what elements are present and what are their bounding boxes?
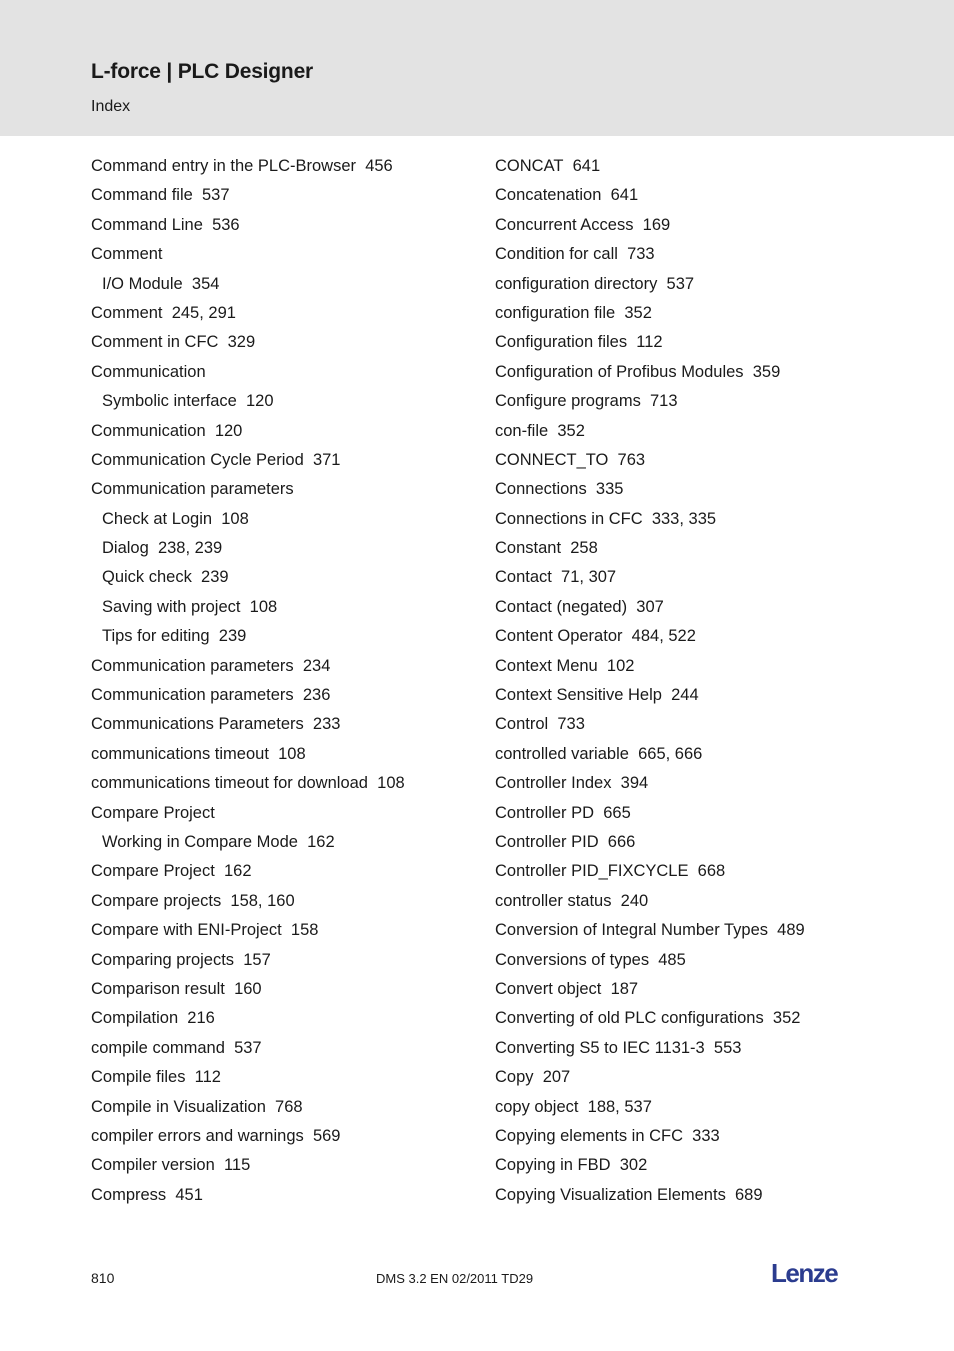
index-entry bbox=[91, 887, 481, 916]
index-entry bbox=[495, 652, 915, 681]
index-entry bbox=[495, 1034, 915, 1063]
index-page-ref[interactable]: 188, 537 bbox=[587, 1097, 652, 1116]
index-term: Compilation bbox=[91, 1009, 179, 1028]
index-term: Communication Cycle Period bbox=[91, 450, 304, 469]
index-term: Connections in CFC bbox=[495, 509, 643, 528]
index-term: Command entry in the PLC-Browser bbox=[91, 157, 357, 175]
index-page-ref[interactable]: 394 bbox=[620, 774, 649, 793]
index-entry bbox=[495, 387, 915, 416]
index-page-ref[interactable]: 236 bbox=[302, 686, 331, 705]
index-term: controlled variable bbox=[495, 744, 629, 763]
index-page-ref[interactable]: 763 bbox=[617, 450, 646, 469]
index-page-ref[interactable]: 354 bbox=[191, 274, 220, 293]
index-page-ref[interactable]: 333 bbox=[692, 1126, 720, 1145]
index-subentry bbox=[91, 387, 481, 416]
index-entry bbox=[91, 152, 481, 181]
index-term: Compare Project bbox=[91, 803, 215, 822]
index-entry bbox=[495, 1122, 915, 1151]
index-page-ref[interactable]: 352 bbox=[624, 303, 652, 322]
index-page-ref[interactable]: 489 bbox=[777, 921, 805, 940]
document-reference: DMS 3.2 EN 02/2011 TD29 bbox=[376, 1271, 534, 1286]
index-term: Content Operator bbox=[495, 627, 623, 646]
index-entry bbox=[495, 1181, 915, 1210]
index-term: Condition for call bbox=[495, 245, 618, 264]
index-term: Comment bbox=[91, 245, 163, 264]
index-page-ref[interactable]: 352 bbox=[772, 1009, 801, 1028]
index-term: Controller PID_FIXCYCLE bbox=[495, 862, 689, 881]
index-subentry bbox=[91, 534, 481, 563]
index-term: Compare projects bbox=[91, 891, 222, 910]
index-entry bbox=[495, 534, 915, 563]
index-entry bbox=[495, 1063, 915, 1092]
index-page-ref[interactable]: 234 bbox=[302, 656, 331, 675]
index-entry bbox=[495, 887, 915, 916]
index-entry bbox=[91, 740, 481, 769]
index-entry bbox=[495, 975, 915, 1004]
index-term: Copy bbox=[495, 1068, 534, 1087]
index-term: Control bbox=[495, 715, 549, 734]
index-entry bbox=[495, 211, 915, 240]
index-term: Quick check bbox=[102, 568, 192, 587]
index-entry bbox=[91, 358, 481, 387]
index-subentry bbox=[91, 593, 481, 622]
index-page-ref[interactable]: 569 bbox=[312, 1126, 341, 1145]
index-page-ref[interactable]: 112 bbox=[636, 333, 663, 352]
index-page-ref[interactable]: 233 bbox=[312, 715, 341, 734]
index-entry bbox=[495, 710, 915, 739]
index-page-ref[interactable]: 160 bbox=[234, 979, 262, 998]
index-page-ref[interactable]: 456 bbox=[365, 157, 393, 175]
index-page-ref[interactable]: 665 bbox=[603, 803, 631, 822]
index-term: Copying in FBD bbox=[495, 1156, 611, 1175]
index-entry bbox=[495, 1093, 915, 1122]
index-page-ref[interactable]: 245, 291 bbox=[171, 303, 236, 322]
index-entry bbox=[495, 181, 915, 210]
index-entry bbox=[495, 946, 915, 975]
index-page-ref[interactable]: 689 bbox=[735, 1185, 763, 1204]
index-page-ref[interactable]: 157 bbox=[243, 950, 271, 969]
index-entry bbox=[495, 270, 915, 299]
index-entry bbox=[495, 593, 915, 622]
index-term: Compile in Visualization bbox=[91, 1097, 266, 1116]
index-entry bbox=[91, 769, 481, 798]
index-page-ref[interactable]: 665, 666 bbox=[638, 744, 703, 763]
index-entry bbox=[91, 1093, 481, 1122]
index-entry bbox=[91, 1151, 481, 1180]
index-term: Controller PD bbox=[495, 803, 595, 822]
index-entry bbox=[91, 299, 481, 328]
index-term: Convert object bbox=[495, 979, 602, 998]
index-page-ref[interactable]: 115 bbox=[223, 1156, 251, 1175]
index-page-ref[interactable]: 768 bbox=[275, 1097, 303, 1116]
index-term: Dialog bbox=[102, 539, 149, 558]
index-term: I/O Module bbox=[102, 274, 183, 293]
index-page-ref[interactable]: 169 bbox=[642, 215, 671, 234]
index-entry bbox=[91, 799, 481, 828]
index-entry bbox=[91, 1122, 481, 1151]
index-entry bbox=[495, 740, 915, 769]
index-page-ref[interactable]: 641 bbox=[572, 157, 601, 175]
index-entry bbox=[495, 769, 915, 798]
index-page-ref[interactable]: 485 bbox=[658, 950, 686, 969]
index-page-ref[interactable]: 733 bbox=[627, 245, 655, 264]
index-term: Comparison result bbox=[91, 979, 225, 998]
index-subentry bbox=[91, 563, 481, 592]
index-entry bbox=[495, 358, 915, 387]
index-entry bbox=[91, 916, 481, 945]
index-subentry bbox=[91, 622, 481, 651]
index-page-ref[interactable]: 451 bbox=[175, 1185, 203, 1204]
index-entry bbox=[91, 652, 481, 681]
index-entry bbox=[495, 681, 915, 710]
index-term: Compile files bbox=[91, 1068, 186, 1087]
index-term: Communication bbox=[91, 421, 206, 440]
index-term: controller status bbox=[495, 891, 612, 910]
index-page-ref[interactable]: 239 bbox=[218, 627, 247, 646]
index-page-ref[interactable]: 240 bbox=[620, 891, 649, 910]
index-page-ref[interactable]: 733 bbox=[557, 715, 585, 734]
index-page-ref[interactable]: 162 bbox=[223, 862, 252, 881]
index-page-ref[interactable]: 329 bbox=[227, 333, 256, 352]
index-column-right bbox=[495, 152, 915, 1210]
index-entry bbox=[495, 563, 915, 592]
index-term: Concatenation bbox=[495, 186, 602, 205]
index-page-ref[interactable]: 238, 239 bbox=[157, 539, 223, 558]
index-term: Converting of old PLC configurations bbox=[495, 1009, 764, 1028]
index-term: Contact bbox=[495, 568, 552, 587]
index-page-ref[interactable]: 536 bbox=[212, 215, 240, 234]
index-entry bbox=[495, 916, 915, 945]
index-term: Comment in CFC bbox=[91, 333, 219, 352]
index-entry bbox=[91, 446, 481, 475]
index-entry bbox=[91, 946, 481, 975]
document-title: L-force | PLC Designer bbox=[91, 60, 314, 83]
index-page-ref[interactable]: 239 bbox=[201, 568, 229, 587]
index-term: Configuration of Profibus Modules bbox=[495, 362, 744, 381]
index-page-ref[interactable]: 216 bbox=[187, 1009, 215, 1028]
index-page-ref[interactable]: 484, 522 bbox=[631, 627, 696, 646]
index-subentry bbox=[91, 270, 481, 299]
index-term: Saving with project bbox=[102, 597, 241, 616]
index-term: Constant bbox=[495, 539, 562, 558]
index-term: CONCAT bbox=[495, 157, 564, 175]
index-term: Copying elements in CFC bbox=[495, 1126, 683, 1145]
index-entry bbox=[495, 505, 915, 534]
index-entry bbox=[495, 1151, 915, 1180]
index-page-ref[interactable]: 158, 160 bbox=[230, 891, 295, 910]
index-page-ref[interactable]: 258 bbox=[570, 539, 598, 558]
index-page-ref[interactable]: 641 bbox=[610, 186, 639, 205]
index-term: Concurrent Access bbox=[495, 215, 634, 234]
index-entry bbox=[91, 211, 481, 240]
index-term: Comparing projects bbox=[91, 950, 235, 969]
index-page-ref[interactable]: 537 bbox=[234, 1038, 262, 1057]
index-term: CONNECT_TO bbox=[495, 450, 609, 469]
index-entry bbox=[495, 446, 915, 475]
index-term: copy object bbox=[495, 1097, 579, 1116]
index-subentry bbox=[91, 505, 481, 534]
index-entry bbox=[91, 1004, 481, 1033]
index-entry bbox=[91, 1063, 481, 1092]
index-term: Contact (negated) bbox=[495, 597, 628, 616]
index-subentry bbox=[91, 828, 481, 857]
index-page-ref[interactable]: 713 bbox=[650, 392, 678, 411]
index-term: communications timeout bbox=[91, 744, 269, 763]
index-entry bbox=[91, 240, 481, 269]
index-entry bbox=[495, 1004, 915, 1033]
index-page-ref[interactable]: 71, 307 bbox=[561, 568, 617, 587]
index-page-ref[interactable]: 162 bbox=[307, 832, 335, 851]
index-entry bbox=[495, 299, 915, 328]
index-term: configuration file bbox=[495, 303, 616, 322]
index-page-ref[interactable]: 359 bbox=[752, 362, 781, 381]
index-page-ref[interactable]: 108 bbox=[249, 597, 278, 616]
index-term: Copying Visualization Elements bbox=[495, 1185, 726, 1204]
index-term: Compiler version bbox=[91, 1156, 215, 1175]
index-term: Compare with ENI-Project bbox=[91, 921, 282, 940]
lenze-logo: Lenze bbox=[771, 1258, 838, 1288]
index-term: Conversions of types bbox=[495, 950, 650, 969]
index-entry bbox=[91, 475, 481, 504]
index-entry bbox=[495, 475, 915, 504]
index-entry bbox=[495, 799, 915, 828]
index-page-ref[interactable]: 537 bbox=[201, 186, 230, 205]
index-term: Comment bbox=[91, 303, 163, 322]
index-page-ref[interactable]: 371 bbox=[312, 450, 341, 469]
index-term: Context Menu bbox=[495, 656, 598, 675]
index-entry bbox=[495, 240, 915, 269]
index-term: Communications Parameters bbox=[91, 715, 304, 734]
index-page-ref[interactable]: 112 bbox=[194, 1068, 221, 1087]
index-page-ref[interactable]: 108 bbox=[278, 744, 306, 763]
index-term: compile command bbox=[91, 1038, 225, 1057]
index-term: Communication bbox=[91, 362, 206, 381]
index-page-ref[interactable]: 666 bbox=[607, 832, 636, 851]
index-page-ref[interactable]: 120 bbox=[214, 421, 243, 440]
index-page-ref[interactable]: 553 bbox=[713, 1038, 742, 1057]
index-term: Connections bbox=[495, 480, 587, 499]
index-term: Converting S5 to IEC 1131-3 bbox=[495, 1038, 705, 1057]
index-entry bbox=[91, 181, 481, 210]
index-page-ref[interactable]: 335 bbox=[595, 480, 624, 499]
index-term: Communication parameters bbox=[91, 656, 294, 675]
index-page-ref[interactable]: 668 bbox=[697, 862, 726, 881]
index-term: compiler errors and warnings bbox=[91, 1126, 304, 1145]
index-entry bbox=[91, 681, 481, 710]
index-term: Configure programs bbox=[495, 392, 641, 411]
index-entry bbox=[91, 328, 481, 357]
index-page-ref[interactable]: 307 bbox=[636, 597, 664, 616]
index-term: Conversion of Integral Number Types bbox=[495, 921, 768, 940]
index-page-ref[interactable]: 537 bbox=[666, 274, 695, 293]
index-term: Communication parameters bbox=[91, 686, 294, 705]
section-title: Index bbox=[91, 98, 131, 115]
index-term: Configuration files bbox=[495, 333, 628, 352]
index-entry bbox=[495, 857, 915, 886]
index-page-ref[interactable]: 102 bbox=[606, 656, 635, 675]
index-term: configuration directory bbox=[495, 274, 658, 293]
index-page-ref[interactable]: 187 bbox=[610, 979, 639, 998]
index-term: communications timeout for download bbox=[91, 774, 368, 793]
index-entry bbox=[495, 828, 915, 857]
index-term: Command Line bbox=[91, 215, 203, 234]
index-entry bbox=[91, 417, 481, 446]
index-page-ref[interactable]: 158 bbox=[290, 921, 319, 940]
index-entry bbox=[91, 1181, 481, 1210]
index-term: Check at Login bbox=[102, 509, 213, 528]
index-page-ref[interactable]: 120 bbox=[245, 392, 274, 411]
page-number: 810 bbox=[91, 1270, 115, 1286]
index-page-ref[interactable]: 302 bbox=[619, 1156, 648, 1175]
index-term: con-file bbox=[495, 421, 549, 440]
index-term: Controller PID bbox=[495, 832, 599, 851]
index-entry bbox=[91, 857, 481, 886]
index-term: Context Sensitive Help bbox=[495, 686, 662, 705]
index-entry bbox=[495, 622, 915, 651]
index-entry bbox=[495, 417, 915, 446]
index-page-ref[interactable]: 108 bbox=[221, 509, 249, 528]
index-term: Compare Project bbox=[91, 862, 215, 881]
index-entry bbox=[91, 1034, 481, 1063]
index-term: Controller Index bbox=[495, 774, 612, 793]
index-term: Compress bbox=[91, 1185, 167, 1204]
index-term: Tips for editing bbox=[102, 627, 210, 646]
index-term: Command file bbox=[91, 186, 193, 205]
index-term: Communication parameters bbox=[91, 480, 294, 499]
index-column-left bbox=[91, 152, 481, 1210]
index-page-ref[interactable]: 244 bbox=[671, 686, 699, 705]
index-entry bbox=[91, 710, 481, 739]
index-page-ref[interactable]: 352 bbox=[557, 421, 585, 440]
index-entry bbox=[495, 328, 915, 357]
index-entry bbox=[495, 152, 915, 181]
index-page-ref[interactable]: 108 bbox=[377, 774, 405, 793]
index-term: Symbolic interface bbox=[102, 392, 237, 411]
index-entry bbox=[91, 975, 481, 1004]
index-term: Working in Compare Mode bbox=[102, 832, 298, 851]
index-page-ref[interactable]: 333, 335 bbox=[651, 509, 717, 528]
index-page-ref[interactable]: 207 bbox=[542, 1068, 571, 1087]
